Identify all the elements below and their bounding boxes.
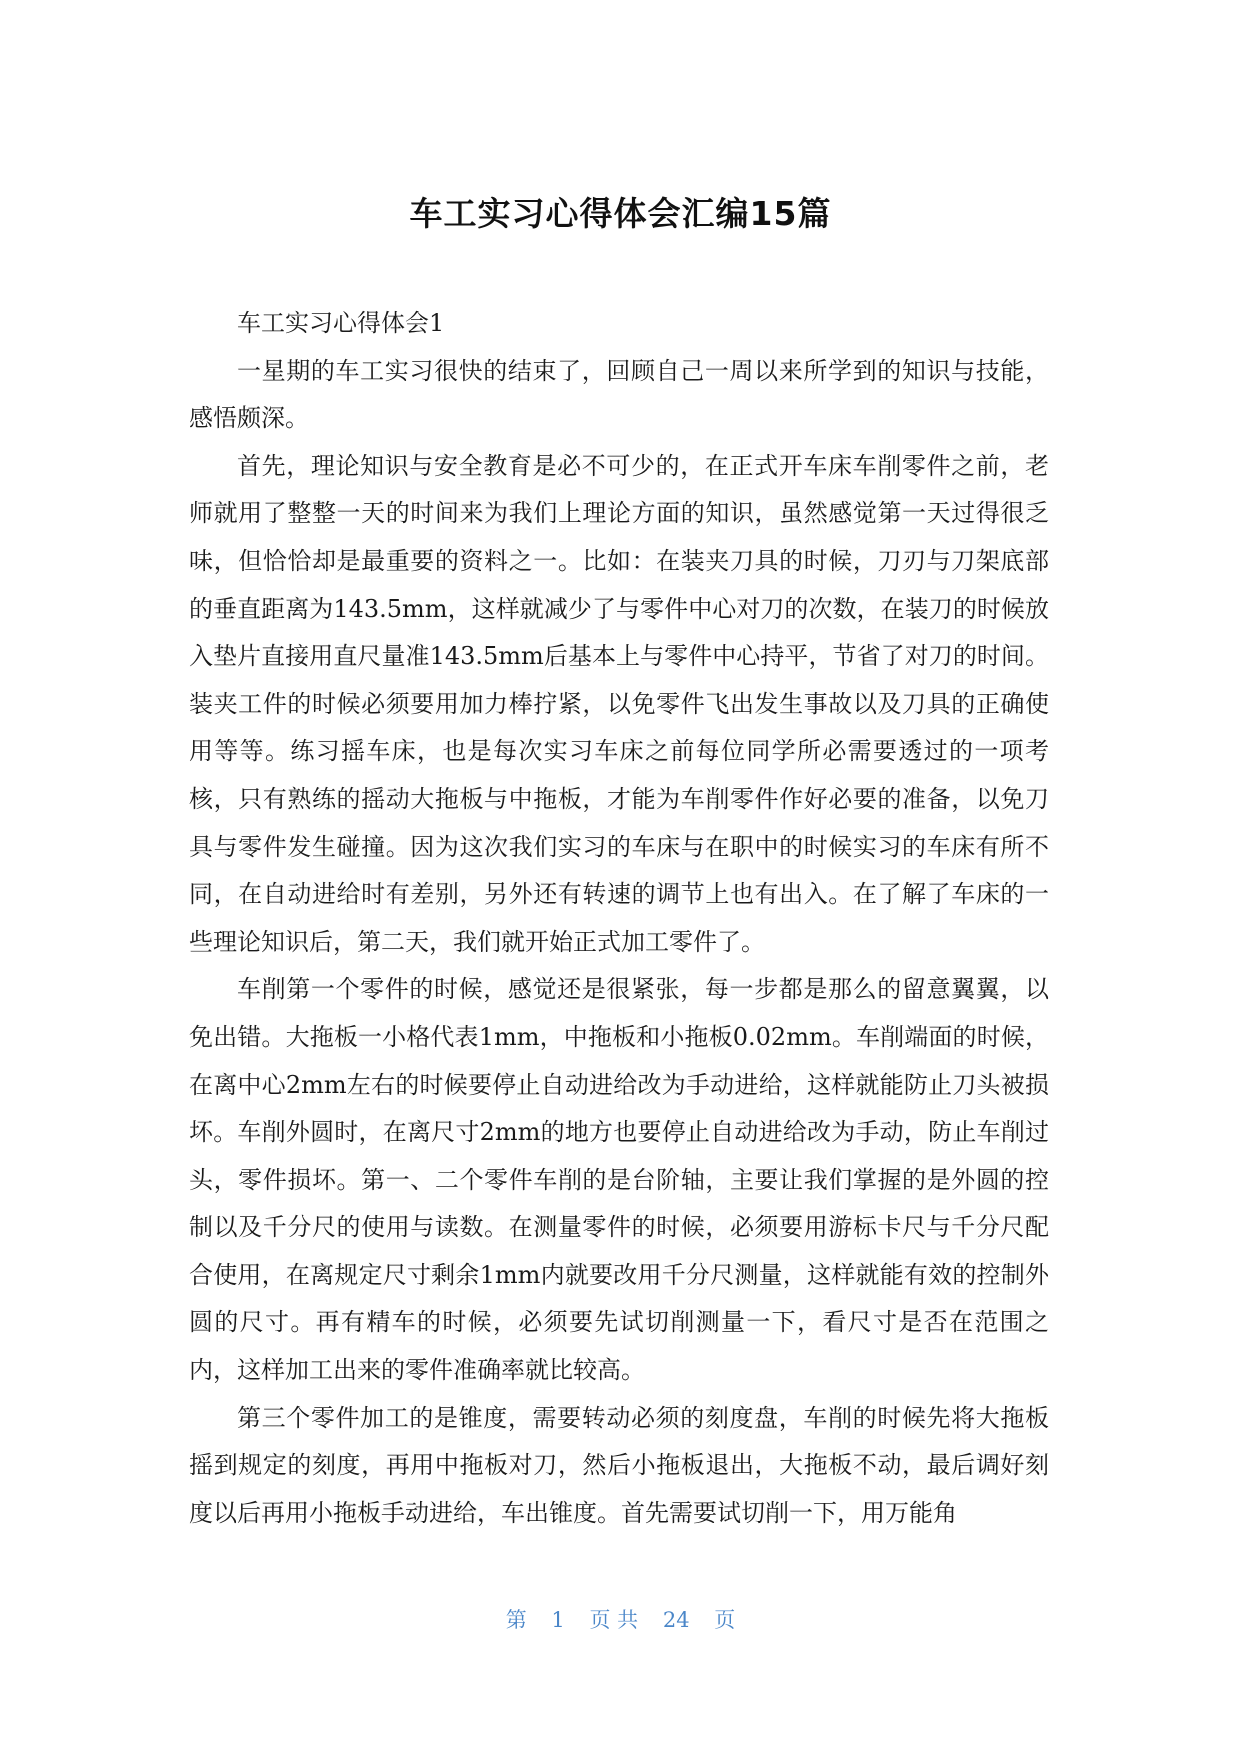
document-title: 车工实习心得体会汇编15篇 [409, 194, 832, 233]
paragraph: 第三个零件加工的是锥度，需要转动必须的刻度盘，车削的时候先将大拖板摇到规定的刻度，再用中拖板对刀，然后小拖板退出，大拖板不动，最后调好刻度以后再用小拖板手动进给，车出锥度。首先需要试切削一下，用万能角 [189, 1403, 1049, 1527]
page-footer [0, 1604, 1241, 1634]
section-heading: 车工实习心得体会1 [237, 309, 445, 337]
paragraph: 一星期的车工实习很快的结束了，回顾自己一周以来所学到的知识与技能，感悟颇深。 [189, 356, 1049, 433]
footer-label-pages: 页 [714, 1608, 736, 1632]
paragraph: 车削第一个零件的时候，感觉还是很紧张，每一步都是那么的留意翼翼，以免出错。大拖板一小格代表1mm，中拖板和小拖板0.02mm。车削端面的时候，在离中心2mm左右的时候要停止自动进给改为手动进给，这样就能防止刀头被损坏。车削外圆时，在离尺寸2mm的地方也要停止自动进给改为手动，防止车削过头，零件损坏。第一、二个零件车削的是台阶轴，主要让我们掌握的是外圆的控制以及千分尺的使用与读数。在测量零件的时候，必须要用游标卡尺与千分尺配合使用，在离规定尺寸剩余1mm内就要改用千分尺测量，这样就能有效的控制外圆的尺寸。再有精车的时候，必须要先试切削测量一下，看尺寸是否在范围之内，这样加工出来的零件准确率就比较高。 [189, 975, 1049, 1385]
footer-current-page: 1 [551, 1608, 565, 1632]
footer-label-of: 页 共 [589, 1608, 639, 1632]
footer-label-page: 第 [505, 1608, 527, 1632]
document-body [189, 300, 1049, 1537]
footer-total-pages: 24 [662, 1608, 690, 1632]
paragraph: 首先，理论知识与安全教育是必不可少的，在正式开车床车削零件之前，老师就用了整整一天的时间来为我们上理论方面的知识，虽然感觉第一天过得很乏味，但恰恰却是最重要的资料之一。比如：在装夹刀具的时候，刀刃与刀架底部的垂直距离为143.5mm，这样就减少了与零件中心对刀的次数，在装刀的时候放入垫片直接用直尺量准143.5mm后基本上与零件中心持平，节省了对刀的时间。装夹工件的时候必须要用加力棒拧紧，以免零件飞出发生事故以及刀具的正确使用等等。练习摇车床，也是每次实习车床之前每位同学所必需要透过的一项考核，只有熟练的摇动大拖板与中拖板，才能为车削零件作好必要的准备，以免刀具与零件发生碰撞。因为这次我们实习的车床与在职中的时候实习的车床有所不同，在自动进给时有差别，另外还有转速的调节上也有出入。在了解了车床的一些理论知识后，第二天，我们就开始正式加工零件了。 [189, 451, 1049, 956]
